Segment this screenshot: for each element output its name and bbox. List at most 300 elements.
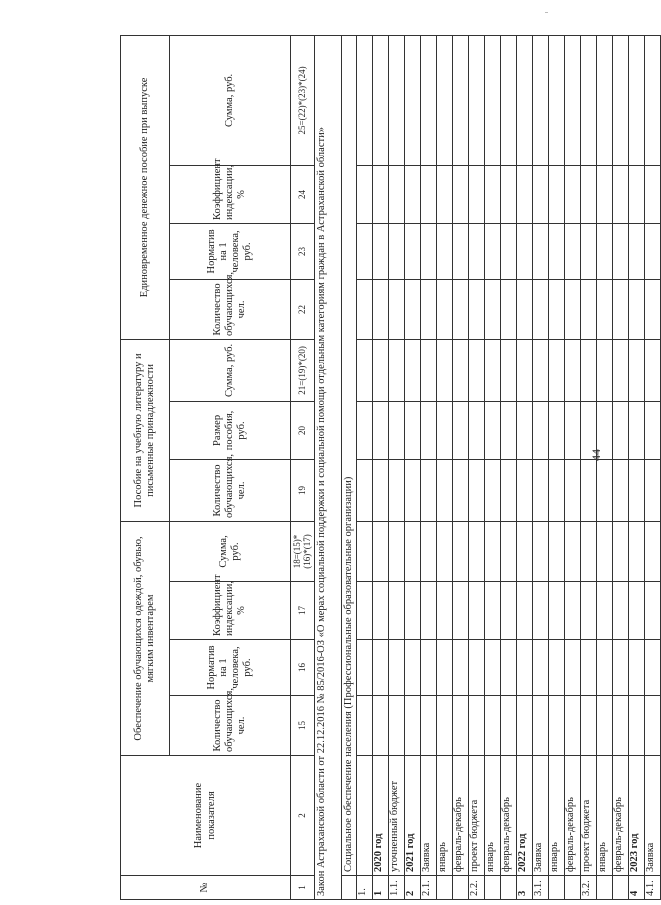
value-cell <box>356 223 372 279</box>
subcol-header: Количество обучающихся, чел. <box>170 279 291 339</box>
row-number: 3.2. <box>580 876 596 900</box>
row-label: январь <box>484 756 500 876</box>
value-cell <box>356 521 372 581</box>
value-cell <box>500 696 516 756</box>
value-cell <box>372 165 388 223</box>
value-cell <box>532 521 548 581</box>
value-cell <box>548 696 564 756</box>
value-cell <box>436 696 452 756</box>
value-cell <box>420 35 436 165</box>
table-row <box>468 35 484 899</box>
value-cell <box>564 696 580 756</box>
value-cell <box>500 35 516 165</box>
value-cell <box>548 459 564 521</box>
table-row <box>612 35 628 899</box>
row-label: январь <box>548 756 564 876</box>
value-cell <box>356 401 372 459</box>
row-number <box>436 876 452 900</box>
col-header-no: № <box>121 876 291 900</box>
row-number: 3 <box>516 876 532 900</box>
column-number: 17 <box>291 582 315 640</box>
value-cell <box>644 339 660 401</box>
column-number: 25=(22)*(23)*(24) <box>291 35 315 165</box>
value-cell <box>532 582 548 640</box>
value-cell <box>532 339 548 401</box>
row-label: проект бюджета <box>580 756 596 876</box>
value-cell <box>388 521 404 581</box>
subcol-header: Сумма, руб. <box>170 521 291 581</box>
value-cell <box>436 582 452 640</box>
table-row <box>628 35 644 899</box>
subcol-header: Норматив на 1 человека, руб. <box>170 640 291 696</box>
value-cell <box>436 223 452 279</box>
value-cell <box>372 696 388 756</box>
value-cell <box>628 401 644 459</box>
row-number: 1 <box>372 876 388 900</box>
value-cell <box>644 696 660 756</box>
value-cell <box>420 401 436 459</box>
value-cell <box>372 35 388 165</box>
value-cell <box>436 165 452 223</box>
column-number: 20 <box>291 401 315 459</box>
row-label: февраль-декабрь <box>564 756 580 876</box>
value-cell <box>356 459 372 521</box>
value-cell <box>436 401 452 459</box>
value-cell <box>596 401 612 459</box>
value-cell <box>516 521 532 581</box>
subcol-header: Количество обучающихся, чел. <box>170 459 291 521</box>
value-cell <box>452 640 468 696</box>
value-cell <box>596 223 612 279</box>
value-cell <box>564 35 580 165</box>
value-cell <box>548 521 564 581</box>
value-cell <box>532 459 548 521</box>
table-row <box>548 35 564 899</box>
value-cell <box>548 165 564 223</box>
value-cell <box>484 279 500 339</box>
table-row <box>532 35 548 899</box>
row-label <box>356 756 372 876</box>
value-cell <box>500 582 516 640</box>
row-number <box>612 876 628 900</box>
value-cell <box>612 459 628 521</box>
value-cell <box>532 640 548 696</box>
value-cell <box>436 339 452 401</box>
value-cell <box>532 165 548 223</box>
row-label: проект бюджета <box>468 756 484 876</box>
value-cell <box>500 165 516 223</box>
value-cell <box>500 223 516 279</box>
value-cell <box>516 279 532 339</box>
value-cell <box>612 339 628 401</box>
subcol-header: Коэффициент индексации, % <box>170 582 291 640</box>
value-cell <box>356 165 372 223</box>
value-cell <box>372 521 388 581</box>
value-cell <box>612 401 628 459</box>
value-cell <box>644 165 660 223</box>
value-cell <box>500 640 516 696</box>
column-number: 24 <box>291 165 315 223</box>
table-row <box>404 35 420 899</box>
value-cell <box>436 640 452 696</box>
value-cell <box>388 35 404 165</box>
value-cell <box>580 696 596 756</box>
value-cell <box>612 165 628 223</box>
value-cell <box>548 279 564 339</box>
column-number: 16 <box>291 640 315 696</box>
value-cell <box>404 521 420 581</box>
value-cell <box>516 35 532 165</box>
value-cell <box>644 223 660 279</box>
row-number <box>500 876 516 900</box>
subcol-header: Норматив на 1 человека, руб. <box>170 223 291 279</box>
value-cell <box>580 35 596 165</box>
row-label: Заявка <box>532 756 548 876</box>
subcol-header: Коэффициент индексации, % <box>170 165 291 223</box>
value-cell <box>452 279 468 339</box>
column-number-row <box>291 35 315 899</box>
value-cell <box>580 640 596 696</box>
value-cell <box>596 165 612 223</box>
value-cell <box>580 223 596 279</box>
row-label: 2023 год <box>628 756 644 876</box>
value-cell <box>404 459 420 521</box>
value-cell <box>628 35 644 165</box>
value-cell <box>468 640 484 696</box>
column-number: 1 <box>291 876 315 900</box>
value-cell <box>404 401 420 459</box>
value-cell <box>484 401 500 459</box>
row-number <box>452 876 468 900</box>
value-cell <box>356 582 372 640</box>
value-cell <box>484 521 500 581</box>
data-table <box>120 35 661 900</box>
value-cell <box>420 521 436 581</box>
value-cell <box>596 279 612 339</box>
value-cell <box>516 640 532 696</box>
value-cell <box>388 279 404 339</box>
value-cell <box>628 339 644 401</box>
value-cell <box>596 582 612 640</box>
value-cell <box>468 521 484 581</box>
table-row <box>436 35 452 899</box>
value-cell <box>564 582 580 640</box>
value-cell <box>452 339 468 401</box>
value-cell <box>388 165 404 223</box>
value-cell <box>564 223 580 279</box>
value-cell <box>516 459 532 521</box>
value-cell <box>452 401 468 459</box>
value-cell <box>548 582 564 640</box>
row-number: 2.2. <box>468 876 484 900</box>
value-cell <box>500 339 516 401</box>
row-number: 4 <box>628 876 644 900</box>
value-cell <box>564 640 580 696</box>
value-cell <box>484 339 500 401</box>
rotated-table-wrapper <box>120 36 656 900</box>
row-number <box>564 876 580 900</box>
row-label: уточненный бюджет <box>388 756 404 876</box>
table-row <box>356 35 372 899</box>
value-cell <box>596 640 612 696</box>
value-cell <box>580 339 596 401</box>
value-cell <box>564 521 580 581</box>
value-cell <box>404 279 420 339</box>
value-cell <box>452 582 468 640</box>
value-cell <box>372 279 388 339</box>
value-cell <box>388 696 404 756</box>
value-cell <box>612 640 628 696</box>
value-cell <box>644 279 660 339</box>
value-cell <box>628 459 644 521</box>
value-cell <box>564 279 580 339</box>
value-cell <box>644 582 660 640</box>
value-cell <box>500 279 516 339</box>
value-cell <box>580 401 596 459</box>
value-cell <box>580 459 596 521</box>
value-cell <box>452 459 468 521</box>
row-label: январь <box>596 756 612 876</box>
value-cell <box>580 279 596 339</box>
value-cell <box>388 459 404 521</box>
value-cell <box>356 696 372 756</box>
row-label: февраль-декабрь <box>500 756 516 876</box>
header-row-groups <box>121 35 170 899</box>
value-cell <box>628 582 644 640</box>
section-text: Социальное обеспечение населения (Профессиональные образовательные организации) <box>341 35 356 875</box>
value-cell <box>452 35 468 165</box>
law-text: Закон Астраханской области от 22.12.2016 № 85/2016-ОЗ «О мерах социальной поддержки и социальной помощи отдельным категориям граждан в Астраханской области» <box>314 35 341 899</box>
value-cell <box>388 339 404 401</box>
value-cell <box>612 35 628 165</box>
value-cell <box>580 165 596 223</box>
table-row <box>420 35 436 899</box>
value-cell <box>484 640 500 696</box>
value-cell <box>420 339 436 401</box>
value-cell <box>644 459 660 521</box>
column-number: 15 <box>291 696 315 756</box>
value-cell <box>484 459 500 521</box>
table-row <box>388 35 404 899</box>
section-row <box>341 35 356 899</box>
value-cell <box>516 223 532 279</box>
value-cell <box>372 223 388 279</box>
value-cell <box>500 401 516 459</box>
value-cell <box>420 223 436 279</box>
value-cell <box>404 35 420 165</box>
column-number: 18=(15)*(16)*(17) <box>291 521 315 581</box>
value-cell <box>596 696 612 756</box>
value-cell <box>468 35 484 165</box>
value-cell <box>468 279 484 339</box>
value-cell <box>484 35 500 165</box>
value-cell <box>436 459 452 521</box>
value-cell <box>372 401 388 459</box>
value-cell <box>420 459 436 521</box>
row-number: 4.1. <box>644 876 660 900</box>
row-number: 1. <box>356 876 372 900</box>
value-cell <box>628 165 644 223</box>
table-row <box>564 35 580 899</box>
column-number: 2 <box>291 756 315 876</box>
value-cell <box>612 223 628 279</box>
value-cell <box>436 279 452 339</box>
value-cell <box>500 459 516 521</box>
value-cell <box>468 223 484 279</box>
value-cell <box>516 339 532 401</box>
row-label: 2022 год <box>516 756 532 876</box>
row-label: февраль-декабрь <box>452 756 468 876</box>
value-cell <box>596 459 612 521</box>
value-cell <box>644 640 660 696</box>
row-number <box>596 876 612 900</box>
value-cell <box>372 582 388 640</box>
value-cell <box>452 696 468 756</box>
value-cell <box>388 223 404 279</box>
value-cell <box>516 696 532 756</box>
table-row <box>580 35 596 899</box>
value-cell <box>468 339 484 401</box>
value-cell <box>356 279 372 339</box>
value-cell <box>452 223 468 279</box>
row-number <box>484 876 500 900</box>
value-cell <box>356 640 372 696</box>
table-row <box>484 35 500 899</box>
value-cell <box>468 696 484 756</box>
value-cell <box>420 640 436 696</box>
value-cell <box>500 521 516 581</box>
value-cell <box>532 35 548 165</box>
table-row <box>596 35 612 899</box>
value-cell <box>404 339 420 401</box>
row-label: Заявка <box>420 756 436 876</box>
value-cell <box>404 696 420 756</box>
scan-speck <box>545 12 548 13</box>
subcol-header: Размер пособия, руб. <box>170 401 291 459</box>
value-cell <box>404 582 420 640</box>
value-cell <box>548 35 564 165</box>
row-label: Заявка <box>644 756 660 876</box>
value-cell <box>564 339 580 401</box>
value-cell <box>532 401 548 459</box>
value-cell <box>628 279 644 339</box>
value-cell <box>548 401 564 459</box>
value-cell <box>644 35 660 165</box>
subcol-header: Количество обучающихся, чел. <box>170 696 291 756</box>
value-cell <box>612 696 628 756</box>
value-cell <box>372 339 388 401</box>
column-number: 19 <box>291 459 315 521</box>
value-cell <box>532 279 548 339</box>
value-cell <box>388 640 404 696</box>
value-cell <box>484 165 500 223</box>
value-cell <box>548 640 564 696</box>
value-cell <box>564 401 580 459</box>
table-row <box>516 35 532 899</box>
value-cell <box>532 696 548 756</box>
subcol-header: Сумма, руб. <box>170 35 291 165</box>
value-cell <box>548 339 564 401</box>
value-cell <box>564 459 580 521</box>
value-cell <box>612 582 628 640</box>
column-number: 21=(19)*(20) <box>291 339 315 401</box>
row-number <box>548 876 564 900</box>
group-header-clothing: Обеспечение обучающихся одеждой, обувью, мягким инвентарем <box>121 521 170 755</box>
page-number: 44 <box>589 449 603 461</box>
value-cell <box>548 223 564 279</box>
value-cell <box>420 279 436 339</box>
value-cell <box>516 165 532 223</box>
value-cell <box>356 339 372 401</box>
value-cell <box>404 165 420 223</box>
value-cell <box>516 582 532 640</box>
value-cell <box>628 223 644 279</box>
value-cell <box>612 279 628 339</box>
group-header-literature: Пособие на учебную литературу и письменные принадлежности <box>121 339 170 521</box>
value-cell <box>436 35 452 165</box>
value-cell <box>420 696 436 756</box>
value-cell <box>628 640 644 696</box>
row-number: 2 <box>404 876 420 900</box>
group-header-graduation: Единовременное денежное пособие при выпуске <box>121 35 170 339</box>
value-cell <box>468 582 484 640</box>
row-number: 2.1. <box>420 876 436 900</box>
value-cell <box>356 35 372 165</box>
value-cell <box>372 459 388 521</box>
value-cell <box>612 521 628 581</box>
value-cell <box>484 696 500 756</box>
value-cell <box>532 223 548 279</box>
table-row <box>372 35 388 899</box>
row-label: февраль-декабрь <box>612 756 628 876</box>
value-cell <box>484 223 500 279</box>
law-row <box>314 35 341 899</box>
column-number: 22 <box>291 279 315 339</box>
value-cell <box>420 582 436 640</box>
value-cell <box>372 640 388 696</box>
value-cell <box>644 521 660 581</box>
value-cell <box>452 521 468 581</box>
col-header-name: Наименование показателя <box>121 756 291 876</box>
value-cell <box>468 165 484 223</box>
value-cell <box>436 521 452 581</box>
row-number: 1.1. <box>388 876 404 900</box>
value-cell <box>452 165 468 223</box>
value-cell <box>516 401 532 459</box>
value-cell <box>580 582 596 640</box>
value-cell <box>420 165 436 223</box>
table-row <box>452 35 468 899</box>
value-cell <box>580 521 596 581</box>
value-cell <box>404 223 420 279</box>
value-cell <box>644 401 660 459</box>
value-cell <box>468 459 484 521</box>
value-cell <box>628 696 644 756</box>
value-cell <box>564 165 580 223</box>
section-empty <box>341 876 356 900</box>
value-cell <box>468 401 484 459</box>
value-cell <box>596 339 612 401</box>
row-number: 3.1. <box>532 876 548 900</box>
value-cell <box>388 582 404 640</box>
subcol-header: Сумма, руб. <box>170 339 291 401</box>
table-row <box>500 35 516 899</box>
value-cell <box>388 401 404 459</box>
row-label: 2020 год <box>372 756 388 876</box>
table-row <box>644 35 660 899</box>
value-cell <box>596 521 612 581</box>
value-cell <box>596 35 612 165</box>
